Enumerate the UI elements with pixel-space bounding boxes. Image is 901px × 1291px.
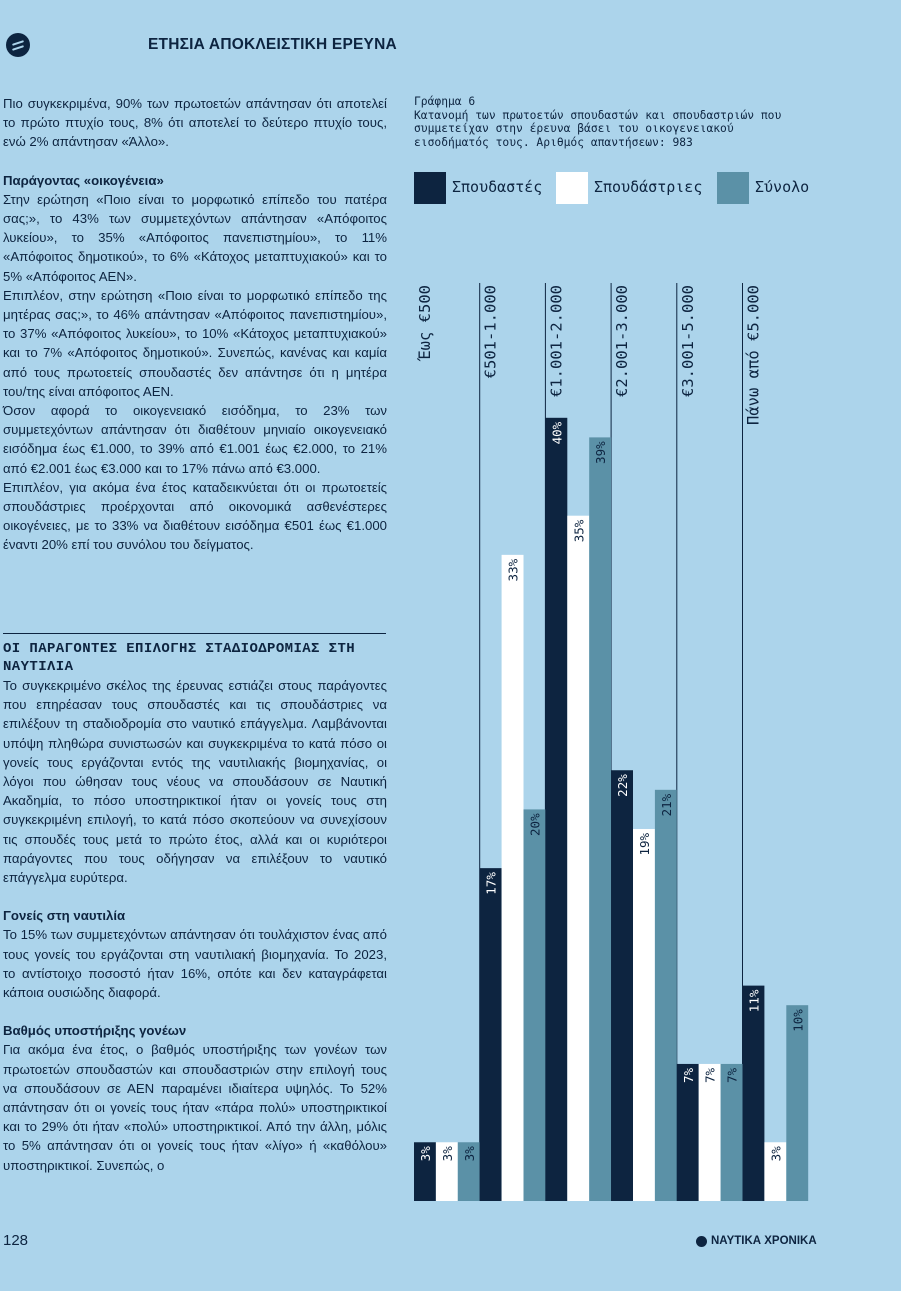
- data-label: 39%: [593, 441, 609, 464]
- data-label: 7%: [724, 1067, 740, 1084]
- bar: [721, 1064, 743, 1201]
- bar: [589, 437, 611, 1201]
- brand-logo-icon: [696, 1236, 707, 1247]
- section-title: ΕΤΗΣΙΑ ΑΠΟΚΛΕΙΣΤΙΚΗ ΕΡΕΥΝΑ: [148, 36, 397, 53]
- data-label: 11%: [746, 989, 762, 1013]
- legend-label: Σπουδάστριες: [594, 178, 703, 196]
- bar: [699, 1064, 721, 1201]
- bar: [677, 1064, 699, 1201]
- chart-caption-description: Κατανομή των πρωτοετών σπουδαστών και σπουδαστριών που συμμετείχαν στην έρευνα βάσει του οικογενειακού εισοδήματός τους. Αριθμός απαντήσεων: 983: [414, 108, 782, 149]
- data-label: 3%: [417, 1146, 433, 1162]
- paragraph: Επιπλέον, στην ερώτηση «Ποιο είναι το μορφωτικό επίπεδο της μητέρας σας;», το 46% απάντησαν «Απόφοιτος πανεπιστημίου», το 37% «Απόφοιτος λυκείου», το 10% «Κάτοχος μεταπτυχιακού» και το 7% «Απόφοιτος δημοτικού». Συνεπώς, κανένας και καμία από τους πρωτοετείς σπουδαστές δεν απάντησε ότι η μητέρα του/της είναι απόφοιτος ΑΕΝ.: [3, 287, 387, 399]
- category-label: €3.001-5.000: [678, 285, 697, 397]
- data-label: 17%: [483, 872, 499, 895]
- category-label: €501-1.000: [481, 285, 500, 379]
- data-label: 20%: [527, 813, 543, 836]
- data-label: 3%: [768, 1146, 784, 1162]
- chart-caption-label: Γράφημα 6: [414, 95, 476, 108]
- paragraph: Όσον αφορά το οικογενειακό εισόδημα, το 23% των συμμετεχόντων απάντησαν ότι διαθέτουν μηνιαίο οικογενειακό εισόδημα έως €1.000, το 39% από €1.001 έως €2.000, το 21% από €2.001 έως €3.000 και το 17% πάνω από €3.000.: [3, 403, 387, 476]
- legend-label: Σπουδαστές: [452, 178, 543, 196]
- data-label: 22%: [615, 774, 631, 797]
- subheading-parents: Γονείς στη ναυτιλία: [3, 908, 126, 924]
- bar: [611, 770, 633, 1201]
- category-label: Έως €500: [416, 285, 434, 360]
- bar: [567, 516, 589, 1201]
- bar: [480, 868, 502, 1201]
- bar: [786, 1005, 808, 1201]
- page-number: 128: [3, 1232, 29, 1249]
- data-label: 7%: [702, 1067, 718, 1084]
- bar: [524, 809, 546, 1201]
- data-label: 33%: [505, 558, 521, 582]
- data-label: 10%: [790, 1009, 806, 1032]
- data-label: 35%: [571, 519, 587, 543]
- paragraph: Πιο συγκεκριμένα, 90% των πρωτοετών απάντησαν ότι αποτελεί το πρώτο πτυχίο τους, 8% ότι αποτελεί το δεύτερο πτυχίο τους, ενώ 2% απάντησαν «Άλλο».: [3, 96, 387, 150]
- data-label: 40%: [549, 421, 565, 445]
- subheading-support: Βαθμός υποστήριξης γονέων: [3, 1023, 187, 1039]
- brand-name: ΝΑΥΤΙΚΑ ΧΡΟΝΙΚΑ: [711, 1235, 817, 1247]
- paragraph: Το 15% των συμμετεχόντων απάντησαν ότι τουλάχιστον ένας από τους γονείς του εργάζονται στη ναυτιλιακή βιομηχανία. Το 2023, το αντίστοιχο ποσοστό ήταν 16%, οπότε και δεν καταγράφεται κάποια ουσιώδης διαφορά.: [3, 927, 387, 1001]
- data-label: 7%: [680, 1067, 696, 1084]
- bar: [743, 986, 765, 1201]
- paragraph: Για ακόμα ένα έτος, ο βαθμός υποστήριξης των γονέων των πρωτοετών σπουδαστών και σπουδαστριών στην επιλογή τους να σπουδάσουν σε ΑΕΝ παραμένει ιδιαίτερα υψηλός. Το 52% απάντησαν ότι οι γονείς τους ήταν «πάρα πολύ» υποστηρικτικοί και το 29% ότι ήταν «πολύ» υποστηρικτικοί. Από την άλλη, μόλις το 5% απάντησαν ότι οι γονείς τους ήταν «λίγο» ή «καθόλου» υποστηρικτικοί. Συνεπώς, ο: [3, 1042, 387, 1173]
- paragraph: Το συγκεκριμένο σκέλος της έρευνας εστιάζει στους παράγοντες που επηρέασαν τους σπουδαστές και τις σπουδάστριες να επιλέξουν τη σταδιοδρομία στο ναυτικό επάγγελμα. Λαμβάνονται υπόψη πληθώρα συνιστωσών και συγκεκριμένα το κατά πόσο οι γονείς τους εργάζονται εντός της ναυτιλιακής βιομηχανίας, οι λόγοι που ώθησαν τους νέους να σπουδάσουν σε Ναυτική Ακαδημία, το πόσο υποστηρικτικοί ήταν οι γονείς τους στη συγκεκριμένη επιλογή, το κατά πόσο σκοπεύουν να συνεχίσουν τις σπουδές τους μετά το πρώτο έτος, αλλά και οι κυριότεροι παράγοντες που τους οδήγησαν να επιλέξουν το ναυτικό επάγγελμα ευρύτερα.: [3, 678, 387, 886]
- subheading-family: Παράγοντας «οικογένεια»: [3, 172, 164, 188]
- paragraph: Επιπλέον, για ακόμα ένα έτος καταδεικνύεται ότι οι πρωτοετείς σπουδάστριες προέρχονται από οικονομικά ασθενέστερες οικογένειες, με το 33% να διαθέτουν εισόδημα €501 έως €1.000 έναντι 20% επί του συνόλου του δείγματος.: [3, 479, 387, 553]
- category-label: Πάνω από €5.000: [744, 285, 763, 425]
- data-label: 21%: [658, 793, 674, 817]
- paragraph: Στην ερώτηση «Ποιο είναι το μορφωτικό επίπεδο του πατέρα σας;», το 43% των συμμετεχόντων απάντησαν «Απόφοιτος λυκείου», το 35% «Απόφοιτος πανεπιστημίου», το 11% «Απόφοιτος δημοτικού», το 6% «Κάτοχος μεταπτυχιακού» και το 5% «Απόφοιτος ΑΕΝ».: [3, 191, 387, 284]
- data-label: 3%: [461, 1146, 477, 1162]
- bar: [545, 418, 567, 1201]
- bar: [502, 555, 524, 1201]
- category-label: €1.001-2.000: [547, 285, 566, 397]
- data-label: 3%: [439, 1146, 455, 1162]
- legend-label: Σύνολο: [755, 178, 810, 196]
- section-heading: ΟΙ ΠΑΡΑΓΟΝΤΕΣ ΕΠΙΛΟΓΗΣ ΣΤΑΔΙΟΔΡΟΜΙΑΣ ΣΤΗ ΝΑΥΤΙΛΙΑ: [3, 641, 356, 675]
- bar: [633, 829, 655, 1201]
- bar: [655, 790, 677, 1201]
- data-label: 19%: [636, 832, 652, 856]
- category-label: €2.001-3.000: [613, 285, 632, 397]
